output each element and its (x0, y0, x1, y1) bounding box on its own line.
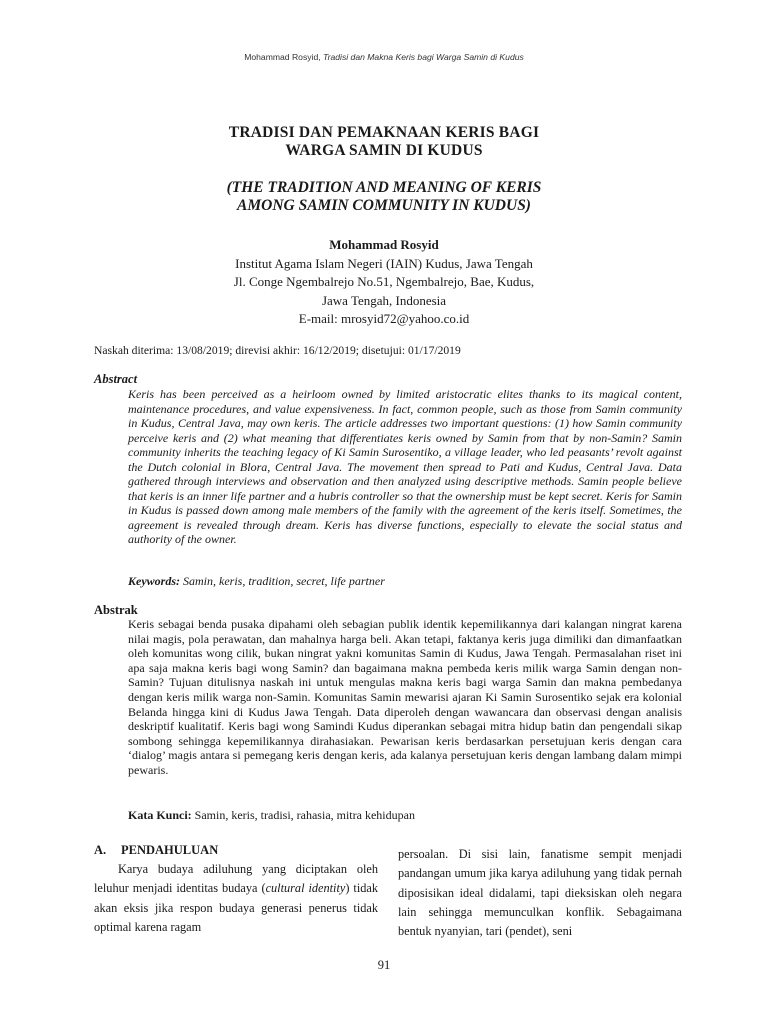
body-column-left (94, 860, 378, 937)
abstrak-body: Keris sebagai benda pusaka dipahami oleh sebagian publik identik kepemilikannya dari kalangan ningrat karena nilai magis, pola perawatan, dan mahalnya harga beli. Akan tetapi, faktanya keris juga dimiliki dan dimanfaatkan oleh komunitas wong cilik, bukan ningrat yakni komunitas Samin di Kudus, Jawa Tengah. Permasalahan riset ini apa saja makna keris bagi wong Samin? dan bagaimana makna pembeda keris milik warga Samin dengan non-Samin? Tujuan ditulisnya naskah ini untuk mengulas makna keris bagi warga Samin dan makna pembedanya dengan keris milik warga non-Samin. Komunitas Samin mewarisi ajaran Ki Samin Surosentiko sejak era kolonial Belanda hingga kini di Kudus Jawa Tengah. Data diperoleh dengan wawancara dan observasi dengan analisis deskriptif kualitatif. Keris bagi wong Samindi Kudus diperankan sebagai mitra hidup batin dan pengendali sikap sombong sehingga kepemilikannya dirahasiakan. Pewarisan keris berdasarkan persetujuan keris dengan cara ‘dialog’ magis antara si pemegang keris dengan keris, ada kalanya persetujuan keris dengan lambang dalam mimpi pewaris. (128, 617, 682, 777)
page-number: 91 (377, 958, 391, 972)
paper-title (0, 124, 768, 160)
subtitle-line-2: AMONG SAMIN COMMUNITY IN KUDUS) (237, 197, 531, 214)
keywords-indonesian (128, 808, 415, 823)
emphasis-text: cultural identity (265, 881, 346, 896)
text-run: Karya budaya adiluhung yang diciptakan oleh leluhur menjadi identitas budaya ( (94, 862, 378, 896)
body-column-right (398, 845, 682, 941)
text-run: ) tidak akan eksis jika respon budaya generasi penerus tidak optimal karena ragam (94, 881, 378, 934)
email-line: E-mail: mrosyid72@yahoo.co.id (298, 311, 470, 326)
running-head-author: Mohammad Rosyid, (244, 52, 321, 62)
abstrak-heading: Abstrak (94, 603, 138, 617)
submission-dates: Naskah diterima: 13/08/2019; direvisi akhir: 16/12/2019; disetujui: 01/17/2019 (94, 344, 461, 357)
running-head-title: Tradisi dan Makna Keris bagi Warga Samin di Kudus (323, 52, 524, 62)
running-head (0, 52, 768, 62)
keywords-list: Samin, keris, tradition, secret, life partner (183, 574, 385, 588)
kata-kunci-label: Kata Kunci: (128, 808, 192, 822)
subtitle-line-1: (THE TRADITION AND MEANING OF KERIS (226, 179, 542, 196)
author-name: Mohammad Rosyid (329, 237, 439, 252)
keywords-english (128, 574, 385, 589)
kata-kunci-list: Samin, keris, tradisi, rahasia, mitra kehidupan (194, 808, 415, 822)
paragraph (94, 860, 378, 937)
section-heading (94, 843, 218, 858)
title-line-2: WARGA SAMIN DI KUDUS (285, 142, 483, 159)
keywords-label: Keywords: (128, 574, 180, 588)
address-line: Jawa Tengah, Indonesia (321, 292, 447, 308)
abstract-heading: Abstract (94, 372, 138, 386)
section-letter: A. (94, 843, 107, 857)
paper-subtitle (0, 179, 768, 215)
address-line: Jl. Conge Ngembalrejo No.51, Ngembalrejo, Bae, Kudus, (233, 274, 535, 289)
author-block (0, 236, 768, 329)
paragraph: persoalan. Di sisi lain, fanatisme sempit menjadi pandangan umum jika karya adiluhung yang tidak pernah diposisikan ideal didalami, tapi dieksiskan oleh negara lain sehingga memunculkan konflik. Sebagaimana bentuk nyanyian, tari (pendet), seni (398, 847, 682, 939)
title-line-1: TRADISI DAN PEMAKNAAN KERIS BAGI (228, 124, 540, 141)
abstract-body: Keris has been perceived as a heirloom owned by limited aristocratic elites thanks to its magical content, maintenance procedures, and value expensiveness. In fact, common people, such as those from Samin community in Kudus, Central Java, may own keris. The article addresses two important questions: (1) how Samin community perceive keris and (2) what meaning that differentiates keris owned by Samin from that by non-Samin? Samin community inherits the teaching legacy of Ki Samin Surosentiko, a village leader, who led peasants’ revolt against the Dutch colonial in Blora, Central Java. The movement then spread to Pati and Kudus, Central Java. Data gathered through interviews and observation and then analyzed using descriptive methods. Samin people believe that keris is an inner life partner and a hubris controller so that the ownership must be kept secret. Keris for Samin in Kudus is passed down among male members of the family with the agreement of the keris itself. Sometimes, the agreement is revealed through dream. Keris has diverse functions, especially to elevate the social status and authority of the owner. (128, 387, 682, 547)
section-title: PENDAHULUAN (121, 843, 219, 857)
affiliation-line: Institut Agama Islam Negeri (IAIN) Kudus, Jawa Tengah (235, 255, 533, 271)
